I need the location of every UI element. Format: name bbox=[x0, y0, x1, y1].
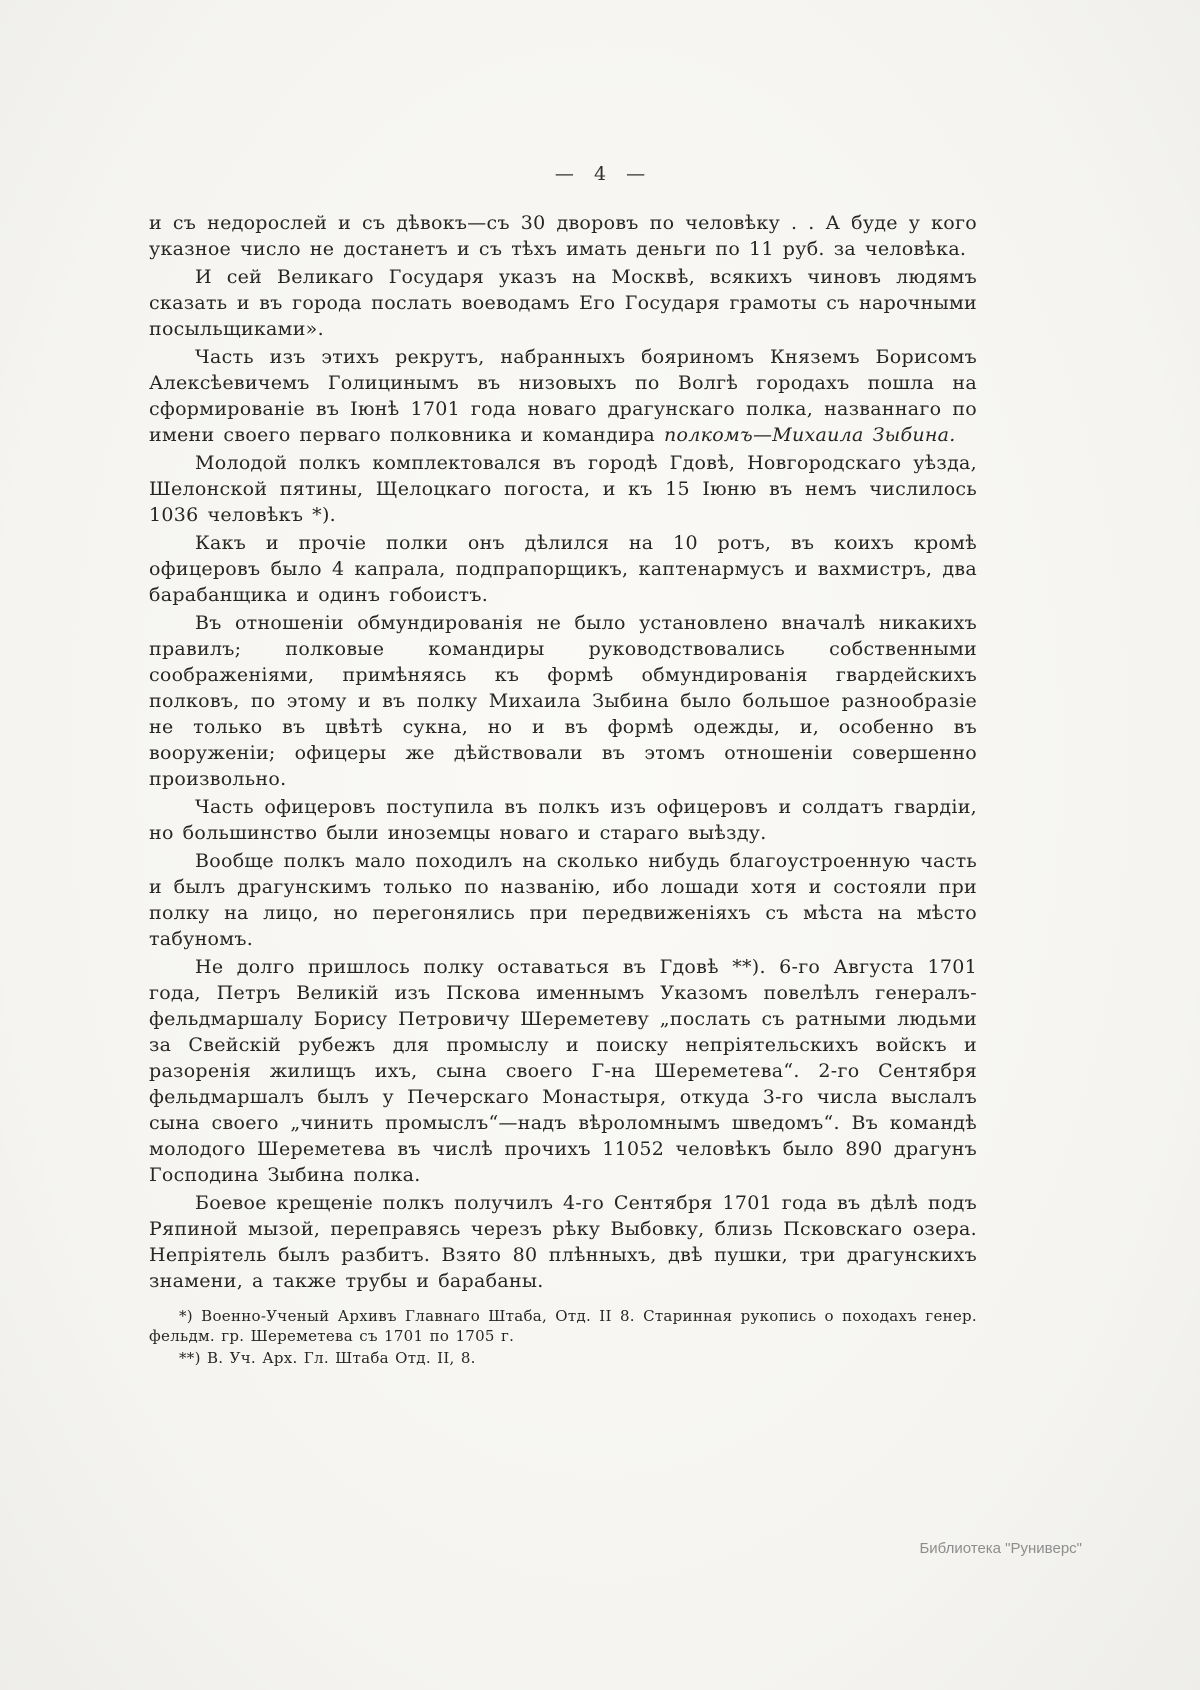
paragraph bbox=[149, 264, 977, 342]
text-run: Вообще полкъ мало походилъ на сколько нибудь благоустроенную часть и былъ драгунскимъ только по названію, ибо лошади хотя и состояли при полку на лицо, но перегонялись при передвиженіяхъ съ мѣста на мѣсто табуномъ. bbox=[149, 850, 977, 950]
paragraph bbox=[149, 530, 977, 608]
paragraph bbox=[149, 610, 977, 792]
emphasized-text: полкомъ—Михаила Зыбина. bbox=[663, 424, 956, 446]
text-run: Часть изъ этихъ рекрутъ, набранныхъ бояриномъ Княземъ Борисомъ Алексѣевичемъ Голицинымъ въ низовыхъ по Волгѣ городахъ пошла на сформированіе въ Іюнѣ 1701 года новаго драгунскаго полка, названнаго по имени своего перваго полковника и командира bbox=[149, 346, 977, 446]
text-run: Молодой полкъ комплектовался въ городѣ Гдовѣ, Новгородскаго уѣзда, Шелонской пятины, Щелоцкаго погоста, и къ 15 Іюню въ немъ числилось 1036 человѣкъ *). bbox=[149, 452, 977, 526]
footnote: *) Военно-Ученый Архивъ Главнаго Штаба, Отд. II 8. Старинная рукопись о походахъ генер. фельдм. гр. Шереметева съ 1701 по 1705 г. bbox=[149, 1307, 977, 1345]
text-run: и съ недорослей и съ дѣвокъ—съ 30 дворовъ по человѣку . . А буде у кого указное число не достанетъ и съ тѣхъ имать деньги по 11 руб. за человѣка. bbox=[149, 212, 977, 260]
paragraph bbox=[149, 1190, 977, 1294]
paragraph bbox=[149, 848, 977, 952]
footnote: **) В. Уч. Арх. Гл. Штаба Отд. II, 8. bbox=[179, 1349, 476, 1367]
paragraphs-container bbox=[149, 210, 977, 1294]
paragraph bbox=[149, 954, 977, 1188]
text-run: Въ отношеніи обмундированія не было установлено вначалѣ никакихъ правилъ; полковые командиры руководствовались собственными соображеніями, примѣняясь къ формѣ обмундированія гвардейскихъ полковъ, по этому и въ полку Михаила Зыбина было большое разнообразіе не только въ цвѣтѣ сукна, но и въ формѣ одежды, и, особенно въ вооруженіи; офицеры же дѣйствовали въ этомъ отношеніи совершенно произвольно. bbox=[149, 612, 977, 790]
page-number: — 4 — bbox=[554, 163, 646, 185]
paragraph bbox=[149, 794, 977, 846]
paragraph bbox=[149, 210, 977, 262]
text-run: И сей Великаго Государя указъ на Москвѣ, всякихъ чиновъ людямъ сказать и въ города послать воеводамъ Его Государя грамоты съ нарочными посыльщиками». bbox=[149, 266, 977, 340]
text-block bbox=[149, 210, 977, 1370]
footnotes bbox=[149, 1306, 977, 1368]
text-run: Боевое крещеніе полкъ получилъ 4-го Сентября 1701 года въ дѣлѣ подъ Ряпиной мызой, переправясь черезъ рѣку Выбовку, близь Псковскаго озера. Непріятель былъ разбитъ. Взято 80 плѣнныхъ, двѣ пушки, три драгунскихъ знамени, а также трубы и барабаны. bbox=[149, 1192, 977, 1292]
text-run: Часть офицеровъ поступила въ полкъ изъ офицеровъ и солдатъ гвардіи, но большинство были иноземцы новаго и стараго выѣзду. bbox=[149, 796, 977, 844]
paragraph bbox=[149, 450, 977, 528]
paragraph bbox=[149, 344, 977, 448]
text-run: Не долго пришлось полку оставаться въ Гдовѣ **). 6-го Августа 1701 года, Петръ Великій изъ Пскова именнымъ Указомъ повелѣлъ генералъ-фельдмаршалу Борису Петровичу Шереметеву „послать съ ратными людьми за Свейскій рубежъ для промыслу и поиску непріятельскихъ войскъ и разоренія жилищъ ихъ, сына своего Г-на Шереметева“. 2-го Сентября фельдмаршалъ былъ у Печерскаго Монастыря, откуда 3-го числа выслалъ сына своего „чинить промыслъ“—надъ вѣроломнымъ шведомъ“. Въ командѣ молодого Шереметева въ числѣ прочихъ 11052 человѣкъ было 890 драгунъ Господина Зыбина полка. bbox=[149, 956, 977, 1186]
text-run: Какъ и прочіе полки онъ дѣлился на 10 ротъ, въ коихъ кромѣ офицеровъ было 4 капрала, подпрапорщикъ, каптенармусъ и вахмистръ, два барабанщика и одинъ гобоистъ. bbox=[149, 532, 977, 606]
library-watermark: Библиотека "Руниверс" bbox=[919, 1540, 1082, 1557]
